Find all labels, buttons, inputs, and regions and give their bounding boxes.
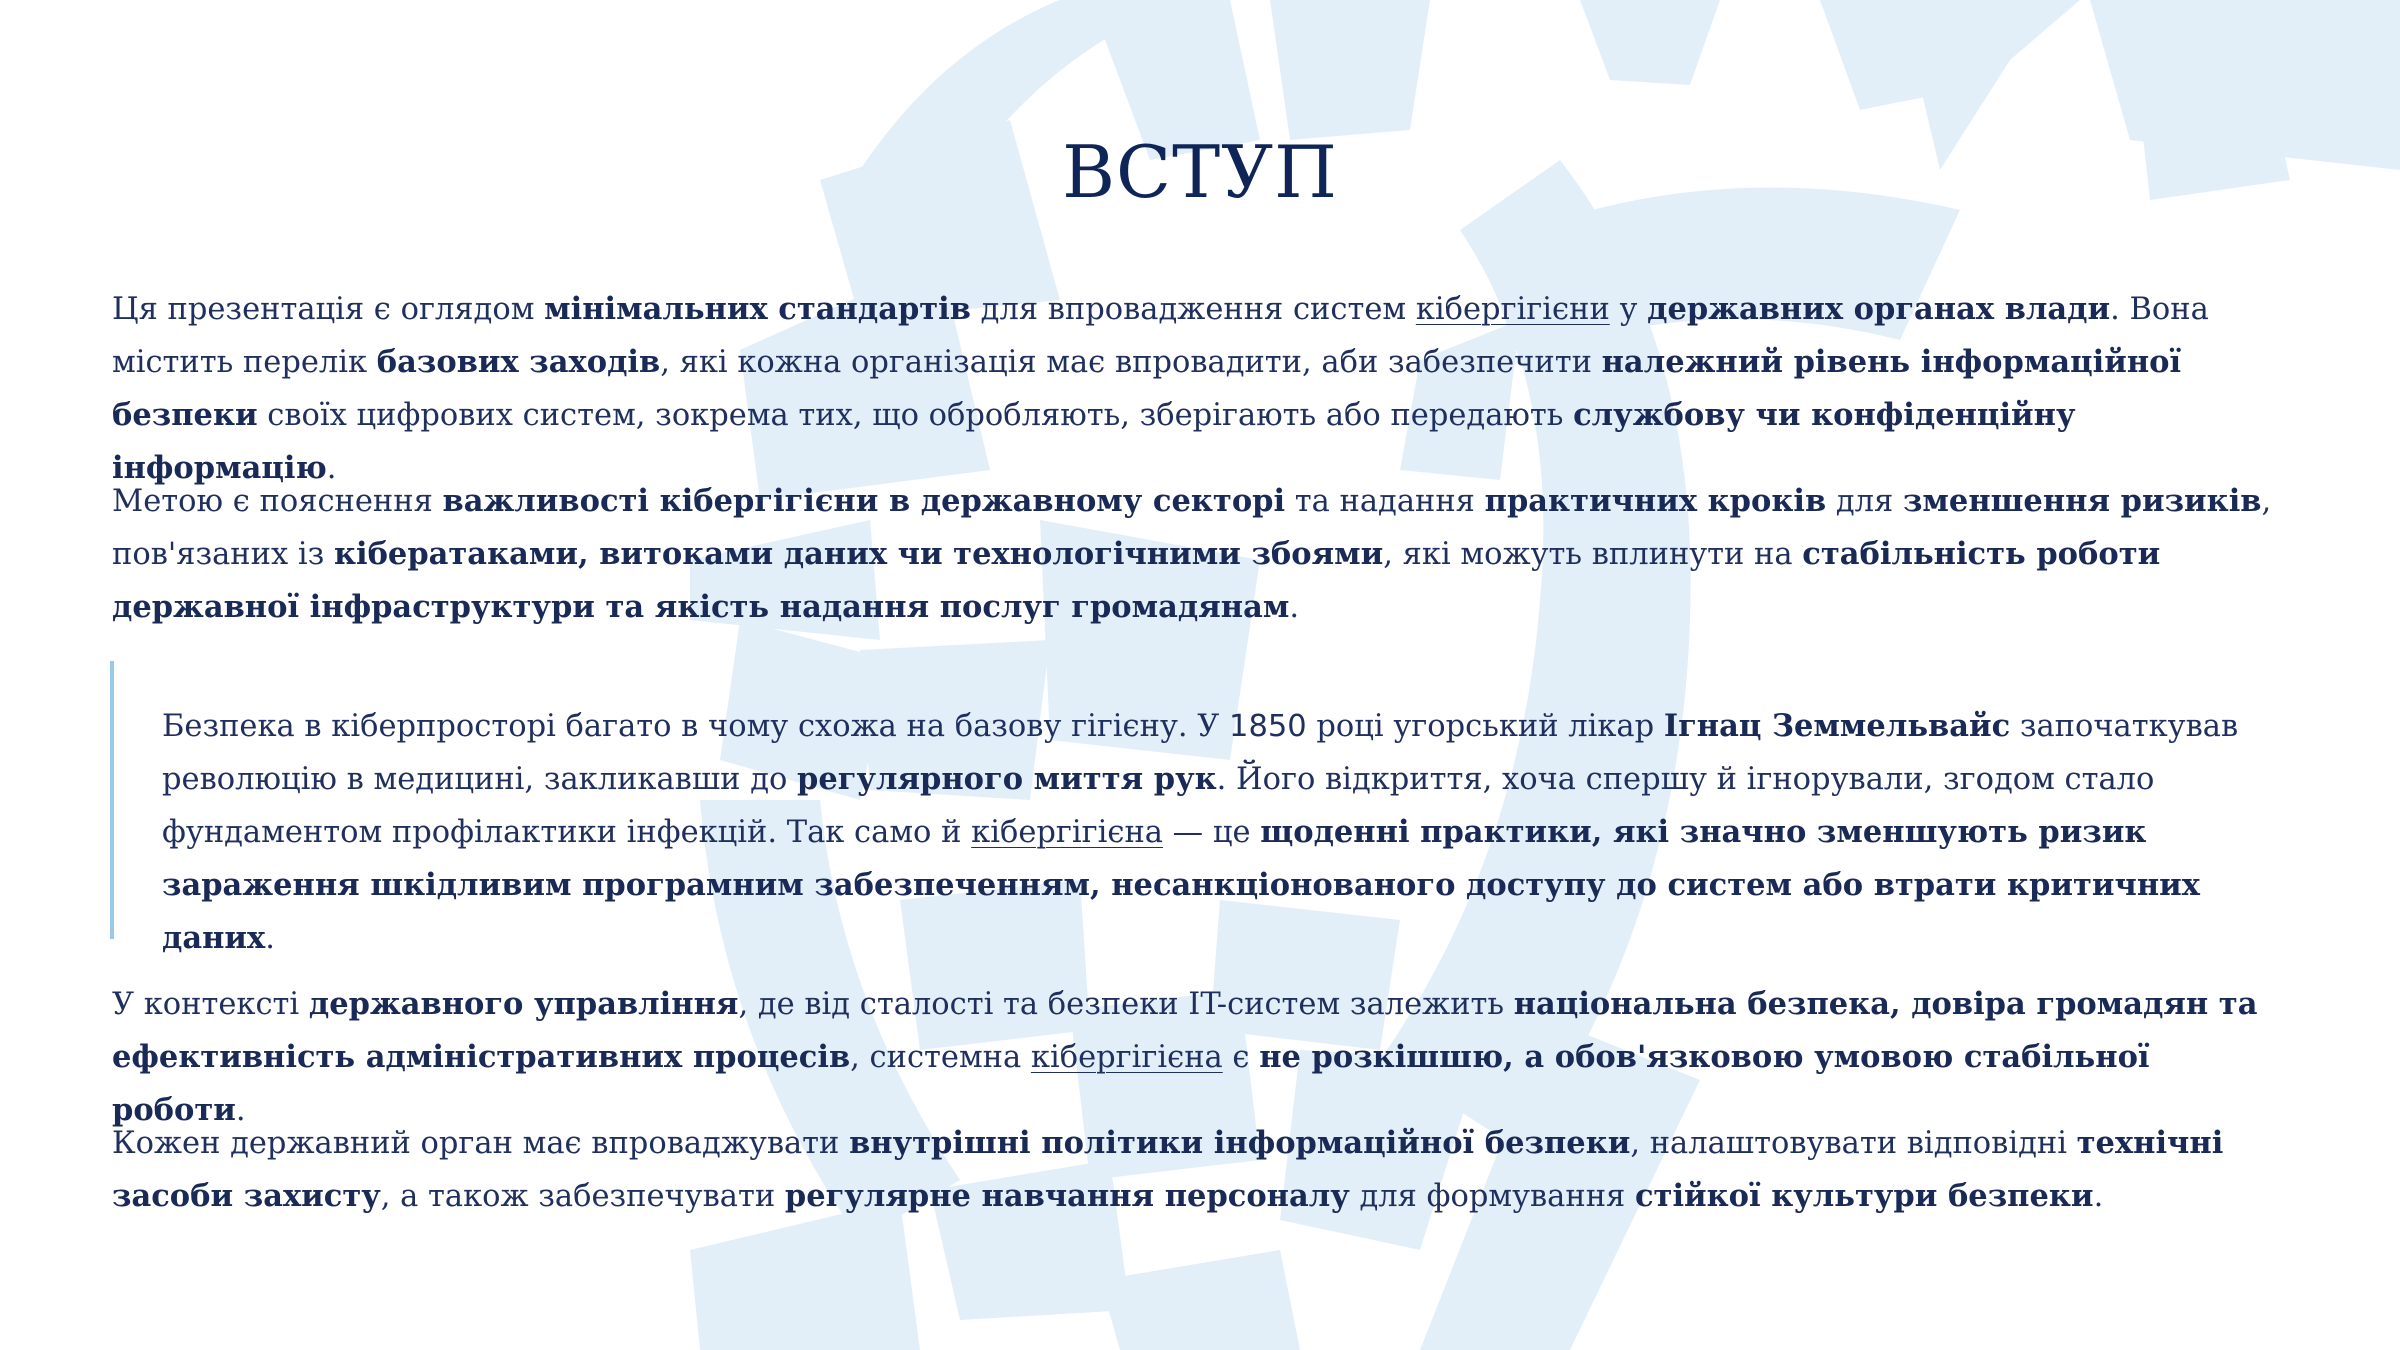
emphasis: кібератаками, витоками даних чи технологічними збоями xyxy=(333,536,1384,572)
emphasis: технічні засоби захисту xyxy=(112,1125,2224,1214)
text-span: Метою є пояснення xyxy=(112,484,443,519)
emphasis: стабільність роботи державної інфраструктури та якість надання послуг громадянам xyxy=(112,536,2161,625)
slide-title: ВСТУП xyxy=(1062,130,1338,214)
text-span: . xyxy=(1289,590,1300,625)
emphasis: службову чи конфіденційну інформацію xyxy=(112,397,2076,486)
emphasis: державного управління xyxy=(308,986,739,1022)
emphasis: стійкої культури безпеки xyxy=(1634,1178,2094,1214)
emphasis: мінімальних стандартів xyxy=(544,291,971,327)
emphasis: внутрішні політики інформаційної безпеки xyxy=(849,1125,1631,1161)
emphasis: регулярного миття рук xyxy=(797,761,1217,797)
text-span: — це xyxy=(1162,815,1261,850)
emphasis: важливості кібергігієни в державному секторі xyxy=(442,483,1286,519)
emphasis: щоденні практики, які значно зменшують ризик зараження шкідливим програмним забезпеченням, несанкціонованого доступу до систем або втрати критичних даних xyxy=(162,814,2200,956)
text-span: . Його відкриття, хоча спершу й ігнорували, згодом стало фундаментом профілактики інфекцій. Так само й xyxy=(162,762,2155,850)
text-span: , де від сталості та безпеки IT-систем залежить xyxy=(738,987,1514,1022)
blockquote xyxy=(110,661,2304,956)
year-value: 1850 xyxy=(1229,709,1307,744)
text-span: своїх цифрових систем, зокрема тих, що обробляють, зберігають або передають xyxy=(257,398,1574,433)
term-link[interactable]: кібергігієни xyxy=(1415,292,1610,327)
text-span: . xyxy=(2093,1179,2104,1214)
text-span: , а також забезпечувати xyxy=(380,1179,785,1214)
emphasis: національна безпека, довіра громадян та ефективність адміністративних процесів xyxy=(112,986,2258,1075)
emphasis: Ігнац Земмельвайс xyxy=(1663,708,2011,744)
text-span: . xyxy=(235,1093,246,1128)
context-paragraph xyxy=(112,978,2292,1137)
emphasis: не розкішшю, а обов'язковою умовою стабільної роботи xyxy=(112,1039,2150,1128)
actions-paragraph xyxy=(112,1117,2292,1223)
emphasis: базових заходів xyxy=(376,344,661,380)
text-span: У контексті xyxy=(112,987,309,1022)
quote-text xyxy=(162,700,2302,965)
emphasis: державних органах влади xyxy=(1647,291,2111,327)
text-span: започаткував революцію в медицині, закликавши до xyxy=(162,709,2239,797)
text-span: , пов'язаних із xyxy=(112,484,2272,572)
text-span: Кожен державний орган має впроваджувати xyxy=(112,1126,850,1161)
text-span: у xyxy=(1609,292,1648,327)
text-span: Ця презентація є оглядом xyxy=(112,292,545,327)
text-span: . xyxy=(326,451,337,486)
term-link[interactable]: кібергігієна xyxy=(971,815,1163,850)
text-span: , які можуть вплинути на xyxy=(1383,537,1803,572)
text-span: для формування xyxy=(1349,1179,1635,1214)
intro-paragraph xyxy=(112,283,2292,495)
text-span: для xyxy=(1826,484,1903,519)
text-span: для впровадження систем xyxy=(970,292,1416,327)
text-span: є xyxy=(1222,1040,1260,1075)
emphasis: зменшення ризиків xyxy=(1902,483,2262,519)
emphasis: практичних кроків xyxy=(1484,483,1827,519)
text-span: , системна xyxy=(850,1040,1031,1075)
text-span: та надання xyxy=(1285,484,1485,519)
text-span: , які кожна організація має впровадити, аби забезпечити xyxy=(660,345,1602,380)
text-span: Безпека в кіберпросторі багато в чому схожа на базову гігієну. У xyxy=(162,709,1230,744)
text-span: , налаштовувати відповідні xyxy=(1630,1126,2077,1161)
goal-paragraph xyxy=(112,475,2292,634)
text-span: році угорський лікар xyxy=(1306,709,1664,744)
text-span: . xyxy=(265,921,275,956)
emphasis: регулярне навчання персоналу xyxy=(784,1178,1350,1214)
term-link[interactable]: кібергігієна xyxy=(1030,1040,1223,1075)
emphasis: належний рівень інформаційної безпеки xyxy=(112,344,2182,433)
text-span: . Вона містить перелік xyxy=(112,292,2209,380)
